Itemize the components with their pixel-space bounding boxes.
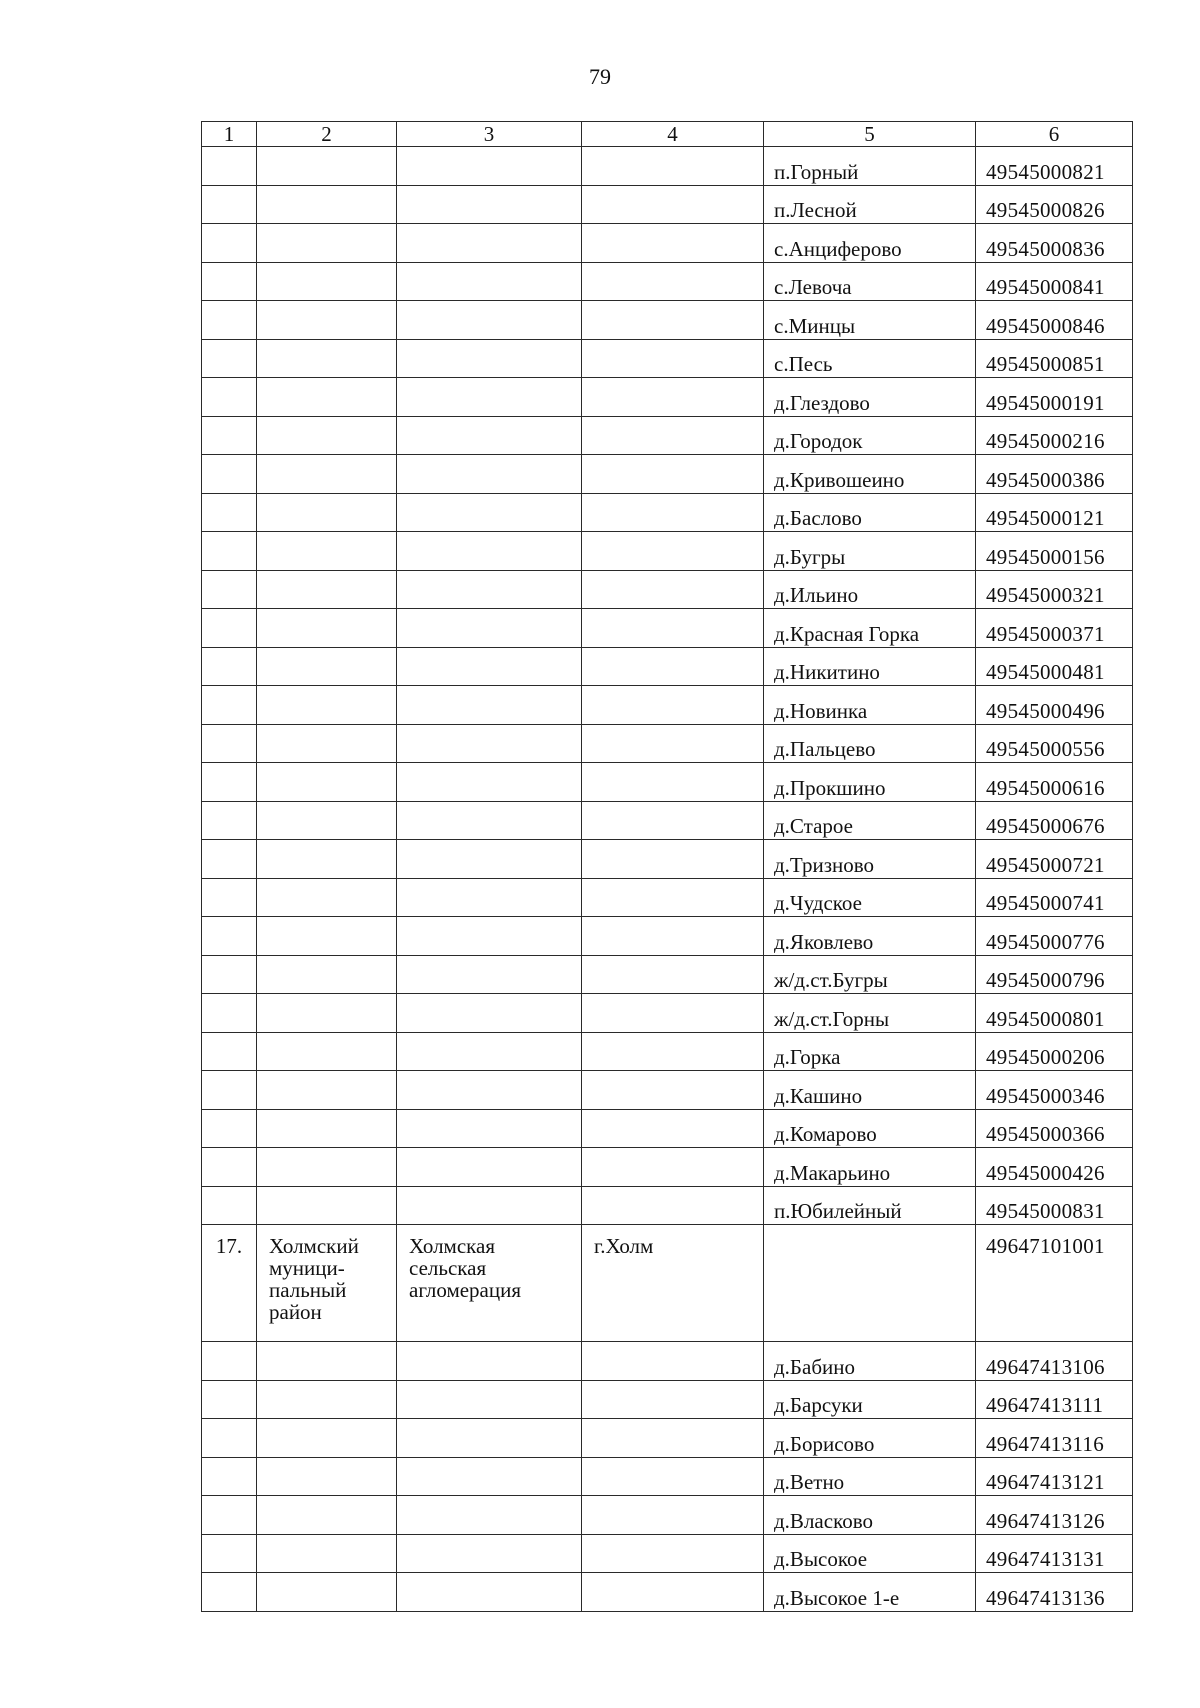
- empty-cell: [202, 493, 257, 532]
- settlement-name: д.Борисово: [764, 1419, 976, 1458]
- empty-cell: [257, 339, 397, 378]
- table-row: [202, 1380, 1133, 1419]
- empty-cell: [397, 224, 582, 263]
- table-row: [202, 532, 1133, 571]
- oktmo-code: 49647413121: [976, 1457, 1133, 1496]
- center-name: г.Холм: [582, 1225, 764, 1342]
- empty-cell: [257, 1380, 397, 1419]
- empty-cell: [202, 994, 257, 1033]
- empty-cell: [202, 609, 257, 648]
- district-number: 17.: [202, 1225, 257, 1342]
- settlement-name: д.Яковлево: [764, 917, 976, 956]
- settlement-name: п.Горный: [764, 147, 976, 186]
- column-number-6: 6: [976, 122, 1133, 147]
- empty-cell: [397, 147, 582, 186]
- column-number-2: 2: [257, 122, 397, 147]
- oktmo-code: 49545000836: [976, 224, 1133, 263]
- settlement-name: д.Старое: [764, 801, 976, 840]
- table-row: [202, 224, 1133, 263]
- oktmo-code: 49545000556: [976, 724, 1133, 763]
- empty-cell: [257, 878, 397, 917]
- table-row: [202, 801, 1133, 840]
- empty-cell: [202, 147, 257, 186]
- empty-cell: [257, 1186, 397, 1225]
- oktmo-code: 49545000346: [976, 1071, 1133, 1110]
- empty-cell: [202, 1419, 257, 1458]
- settlement-name: д.Кривошеино: [764, 455, 976, 494]
- settlement-name: д.Макарьино: [764, 1148, 976, 1187]
- settlement-name: д.Баслово: [764, 493, 976, 532]
- empty-cell: [582, 147, 764, 186]
- agglomeration-name: [397, 1225, 582, 1342]
- empty-cell: [397, 1419, 582, 1458]
- settlement-name: д.Тризново: [764, 840, 976, 879]
- oktmo-code: 49545000481: [976, 647, 1133, 686]
- table-row: [202, 647, 1133, 686]
- empty-cell: [397, 609, 582, 648]
- empty-cell: [582, 455, 764, 494]
- empty-cell: [257, 1109, 397, 1148]
- empty-cell: [257, 147, 397, 186]
- oktmo-code: 49545000741: [976, 878, 1133, 917]
- table-row: [202, 301, 1133, 340]
- empty-cell: [582, 1534, 764, 1573]
- column-number-4: 4: [582, 122, 764, 147]
- empty-cell: [582, 224, 764, 263]
- empty-cell: [257, 532, 397, 571]
- empty-cell: [257, 1573, 397, 1612]
- settlement-name: с.Анциферово: [764, 224, 976, 263]
- settlement-name: д.Кашино: [764, 1071, 976, 1110]
- table-row: [202, 1534, 1133, 1573]
- settlement-name: д.Пальцево: [764, 724, 976, 763]
- empty-cell: [257, 493, 397, 532]
- empty-cell: [582, 570, 764, 609]
- settlement-name: д.Красная Горка: [764, 609, 976, 648]
- empty-cell: [582, 955, 764, 994]
- empty-cell: [202, 840, 257, 879]
- table-row: [202, 1032, 1133, 1071]
- empty-cell: [582, 262, 764, 301]
- empty-cell: [202, 955, 257, 994]
- empty-cell: [202, 801, 257, 840]
- empty-cell: [202, 1148, 257, 1187]
- empty-cell: [582, 493, 764, 532]
- table-row: [202, 455, 1133, 494]
- settlement-name: д.Высокое 1-е: [764, 1573, 976, 1612]
- empty-cell: [257, 840, 397, 879]
- settlement-name: п.Юбилейный: [764, 1186, 976, 1225]
- oktmo-code: 49545000801: [976, 994, 1133, 1033]
- empty-cell: [202, 224, 257, 263]
- municipality-name-line: муници-: [269, 1256, 345, 1280]
- empty-cell: [257, 185, 397, 224]
- oktmo-code: 49545000821: [976, 147, 1133, 186]
- district-row: [202, 1225, 1133, 1342]
- empty-cell: [202, 1457, 257, 1496]
- oktmo-code: 49545000851: [976, 339, 1133, 378]
- empty-cell: [582, 878, 764, 917]
- table-row: [202, 840, 1133, 879]
- table-row: [202, 1573, 1133, 1612]
- empty-cell: [397, 801, 582, 840]
- empty-cell: [397, 1186, 582, 1225]
- empty-cell: [257, 262, 397, 301]
- settlement-name: д.Бугры: [764, 532, 976, 571]
- settlement-name: д.Прокшино: [764, 763, 976, 802]
- municipality-name-line: район: [269, 1300, 322, 1324]
- table-row: [202, 416, 1133, 455]
- empty-cell: [397, 185, 582, 224]
- table-row: [202, 955, 1133, 994]
- empty-cell: [202, 917, 257, 956]
- municipality-name-line: Холмский: [269, 1234, 359, 1258]
- oktmo-code: 49545000206: [976, 1032, 1133, 1071]
- table-row: [202, 1109, 1133, 1148]
- empty-cell: [202, 185, 257, 224]
- settlement-name: д.Комарово: [764, 1109, 976, 1148]
- empty-cell: [202, 262, 257, 301]
- empty-cell: [397, 532, 582, 571]
- settlement-name: д.Новинка: [764, 686, 976, 725]
- empty-cell: [397, 1457, 582, 1496]
- oktmo-code: 49545000321: [976, 570, 1133, 609]
- empty-cell: [582, 1380, 764, 1419]
- table-row: [202, 994, 1133, 1033]
- table-row: [202, 378, 1133, 417]
- settlement-name: с.Минцы: [764, 301, 976, 340]
- table-row: [202, 339, 1133, 378]
- agglomeration-name-line: сельская: [409, 1256, 487, 1280]
- empty-cell: [257, 994, 397, 1033]
- empty-cell: [397, 1071, 582, 1110]
- municipality-name-line: пальный: [269, 1278, 347, 1302]
- empty-cell: [582, 185, 764, 224]
- empty-cell: [202, 1032, 257, 1071]
- empty-cell: [257, 686, 397, 725]
- oktmo-code: 49647413116: [976, 1419, 1133, 1458]
- empty-cell: [397, 1342, 582, 1381]
- empty-cell: [582, 1148, 764, 1187]
- empty-cell: [202, 570, 257, 609]
- empty-cell: [257, 455, 397, 494]
- empty-cell: [257, 1419, 397, 1458]
- settlement-name: д.Ветно: [764, 1457, 976, 1496]
- empty-cell: [202, 1534, 257, 1573]
- empty-cell: [202, 301, 257, 340]
- empty-cell: [397, 917, 582, 956]
- empty-cell: [582, 1342, 764, 1381]
- empty-cell: [202, 878, 257, 917]
- empty-cell: [582, 1071, 764, 1110]
- empty-cell: [257, 801, 397, 840]
- oktmo-code: 49545000616: [976, 763, 1133, 802]
- column-number-1: 1: [202, 122, 257, 147]
- empty-cell: [202, 1342, 257, 1381]
- settlement-name: д.Барсуки: [764, 1380, 976, 1419]
- empty-cell: [582, 763, 764, 802]
- empty-cell: [582, 1109, 764, 1148]
- oktmo-code: 49545000191: [976, 378, 1133, 417]
- empty-cell: [582, 1573, 764, 1612]
- empty-cell: [397, 1109, 582, 1148]
- table-row: [202, 1496, 1133, 1535]
- empty-cell: [582, 724, 764, 763]
- empty-cell: [257, 1496, 397, 1535]
- empty-cell: [397, 878, 582, 917]
- oktmo-code: 49545000826: [976, 185, 1133, 224]
- oktmo-code: 49545000676: [976, 801, 1133, 840]
- empty-cell: [397, 1573, 582, 1612]
- oktmo-code: 49647413136: [976, 1573, 1133, 1612]
- empty-cell: [202, 1109, 257, 1148]
- empty-cell: [397, 1380, 582, 1419]
- empty-cell: [582, 1496, 764, 1535]
- municipality-name: [257, 1225, 397, 1342]
- oktmo-code: 49647413106: [976, 1342, 1133, 1381]
- empty-cell: [202, 416, 257, 455]
- column-number-row: [202, 122, 1133, 147]
- empty-cell: [397, 994, 582, 1033]
- empty-cell: [257, 917, 397, 956]
- empty-cell: [397, 840, 582, 879]
- table-row: [202, 147, 1133, 186]
- empty-cell: [397, 724, 582, 763]
- empty-cell: [202, 532, 257, 571]
- settlement-name: д.Ильино: [764, 570, 976, 609]
- oktmo-code: 49545000386: [976, 455, 1133, 494]
- empty-cell: [582, 378, 764, 417]
- empty-cell: [582, 1419, 764, 1458]
- empty-cell: [582, 301, 764, 340]
- oktmo-code: 49647413131: [976, 1534, 1133, 1573]
- oktmo-code: 49647101001: [976, 1225, 1133, 1342]
- oktmo-code: 49545000426: [976, 1148, 1133, 1187]
- empty-cell: [257, 724, 397, 763]
- empty-cell: [582, 994, 764, 1033]
- table-row: [202, 262, 1133, 301]
- oktmo-code: 49545000366: [976, 1109, 1133, 1148]
- settlement-name: [764, 1225, 976, 1342]
- empty-cell: [202, 647, 257, 686]
- empty-cell: [202, 339, 257, 378]
- oktmo-code: 49545000776: [976, 917, 1133, 956]
- settlement-name: д.Чудское: [764, 878, 976, 917]
- empty-cell: [397, 1148, 582, 1187]
- table-row: [202, 609, 1133, 648]
- empty-cell: [397, 1032, 582, 1071]
- empty-cell: [202, 1380, 257, 1419]
- settlement-name: д.Бабино: [764, 1342, 976, 1381]
- table-row: [202, 1457, 1133, 1496]
- table-row: [202, 1419, 1133, 1458]
- empty-cell: [257, 1071, 397, 1110]
- table-row: [202, 1342, 1133, 1381]
- settlement-name: ж/д.ст.Горны: [764, 994, 976, 1033]
- settlement-name: д.Никитино: [764, 647, 976, 686]
- empty-cell: [582, 686, 764, 725]
- empty-cell: [257, 378, 397, 417]
- settlements-table: [201, 121, 1133, 1612]
- oktmo-code: 49647413126: [976, 1496, 1133, 1535]
- empty-cell: [582, 1457, 764, 1496]
- column-number-3: 3: [397, 122, 582, 147]
- empty-cell: [582, 339, 764, 378]
- empty-cell: [397, 570, 582, 609]
- empty-cell: [257, 647, 397, 686]
- oktmo-code: 49545000121: [976, 493, 1133, 532]
- empty-cell: [582, 801, 764, 840]
- empty-cell: [397, 262, 582, 301]
- empty-cell: [397, 1496, 582, 1535]
- oktmo-code: 49545000841: [976, 262, 1133, 301]
- empty-cell: [257, 1534, 397, 1573]
- table-row: [202, 917, 1133, 956]
- empty-cell: [257, 224, 397, 263]
- agglomeration-name-line: Холмская: [409, 1234, 496, 1258]
- table-row: [202, 493, 1133, 532]
- empty-cell: [257, 1032, 397, 1071]
- table-row: [202, 1071, 1133, 1110]
- table-body: [202, 122, 1133, 1612]
- empty-cell: [397, 686, 582, 725]
- oktmo-code: 49545000371: [976, 609, 1133, 648]
- empty-cell: [202, 686, 257, 725]
- oktmo-code: 49545000496: [976, 686, 1133, 725]
- oktmo-code: 49545000156: [976, 532, 1133, 571]
- empty-cell: [582, 647, 764, 686]
- oktmo-code: 49545000721: [976, 840, 1133, 879]
- settlement-name: п.Лесной: [764, 185, 976, 224]
- oktmo-code: 49545000796: [976, 955, 1133, 994]
- empty-cell: [397, 378, 582, 417]
- empty-cell: [582, 1186, 764, 1225]
- settlement-name: д.Городок: [764, 416, 976, 455]
- table-row: [202, 878, 1133, 917]
- empty-cell: [397, 955, 582, 994]
- empty-cell: [397, 455, 582, 494]
- settlement-name: д.Власково: [764, 1496, 976, 1535]
- table-row: [202, 1186, 1133, 1225]
- table-row: [202, 724, 1133, 763]
- table-row: [202, 763, 1133, 802]
- empty-cell: [202, 1186, 257, 1225]
- column-number-5: 5: [764, 122, 976, 147]
- empty-cell: [257, 609, 397, 648]
- settlement-name: с.Левоча: [764, 262, 976, 301]
- empty-cell: [257, 763, 397, 802]
- empty-cell: [257, 570, 397, 609]
- empty-cell: [397, 301, 582, 340]
- table-row: [202, 1148, 1133, 1187]
- empty-cell: [582, 1032, 764, 1071]
- settlement-name: д.Высокое: [764, 1534, 976, 1573]
- empty-cell: [397, 339, 582, 378]
- agglomeration-name-line: агломерация: [409, 1278, 522, 1302]
- oktmo-code: 49545000846: [976, 301, 1133, 340]
- empty-cell: [397, 416, 582, 455]
- empty-cell: [257, 301, 397, 340]
- empty-cell: [397, 1534, 582, 1573]
- empty-cell: [202, 724, 257, 763]
- empty-cell: [202, 763, 257, 802]
- empty-cell: [582, 917, 764, 956]
- oktmo-code: 49545000216: [976, 416, 1133, 455]
- page-number: 79: [589, 64, 611, 89]
- empty-cell: [582, 532, 764, 571]
- empty-cell: [202, 455, 257, 494]
- settlement-name: ж/д.ст.Бугры: [764, 955, 976, 994]
- empty-cell: [202, 378, 257, 417]
- empty-cell: [397, 763, 582, 802]
- settlement-name: с.Песь: [764, 339, 976, 378]
- oktmo-code: 49647413111: [976, 1380, 1133, 1419]
- table-row: [202, 686, 1133, 725]
- empty-cell: [582, 609, 764, 648]
- empty-cell: [257, 955, 397, 994]
- empty-cell: [257, 1342, 397, 1381]
- empty-cell: [582, 840, 764, 879]
- empty-cell: [257, 416, 397, 455]
- empty-cell: [257, 1148, 397, 1187]
- empty-cell: [202, 1496, 257, 1535]
- empty-cell: [202, 1573, 257, 1612]
- empty-cell: [397, 647, 582, 686]
- table-row: [202, 185, 1133, 224]
- empty-cell: [202, 1071, 257, 1110]
- empty-cell: [582, 416, 764, 455]
- table-row: [202, 570, 1133, 609]
- oktmo-code: 49545000831: [976, 1186, 1133, 1225]
- settlement-name: д.Горка: [764, 1032, 976, 1071]
- empty-cell: [397, 493, 582, 532]
- empty-cell: [257, 1457, 397, 1496]
- settlement-name: д.Глездово: [764, 378, 976, 417]
